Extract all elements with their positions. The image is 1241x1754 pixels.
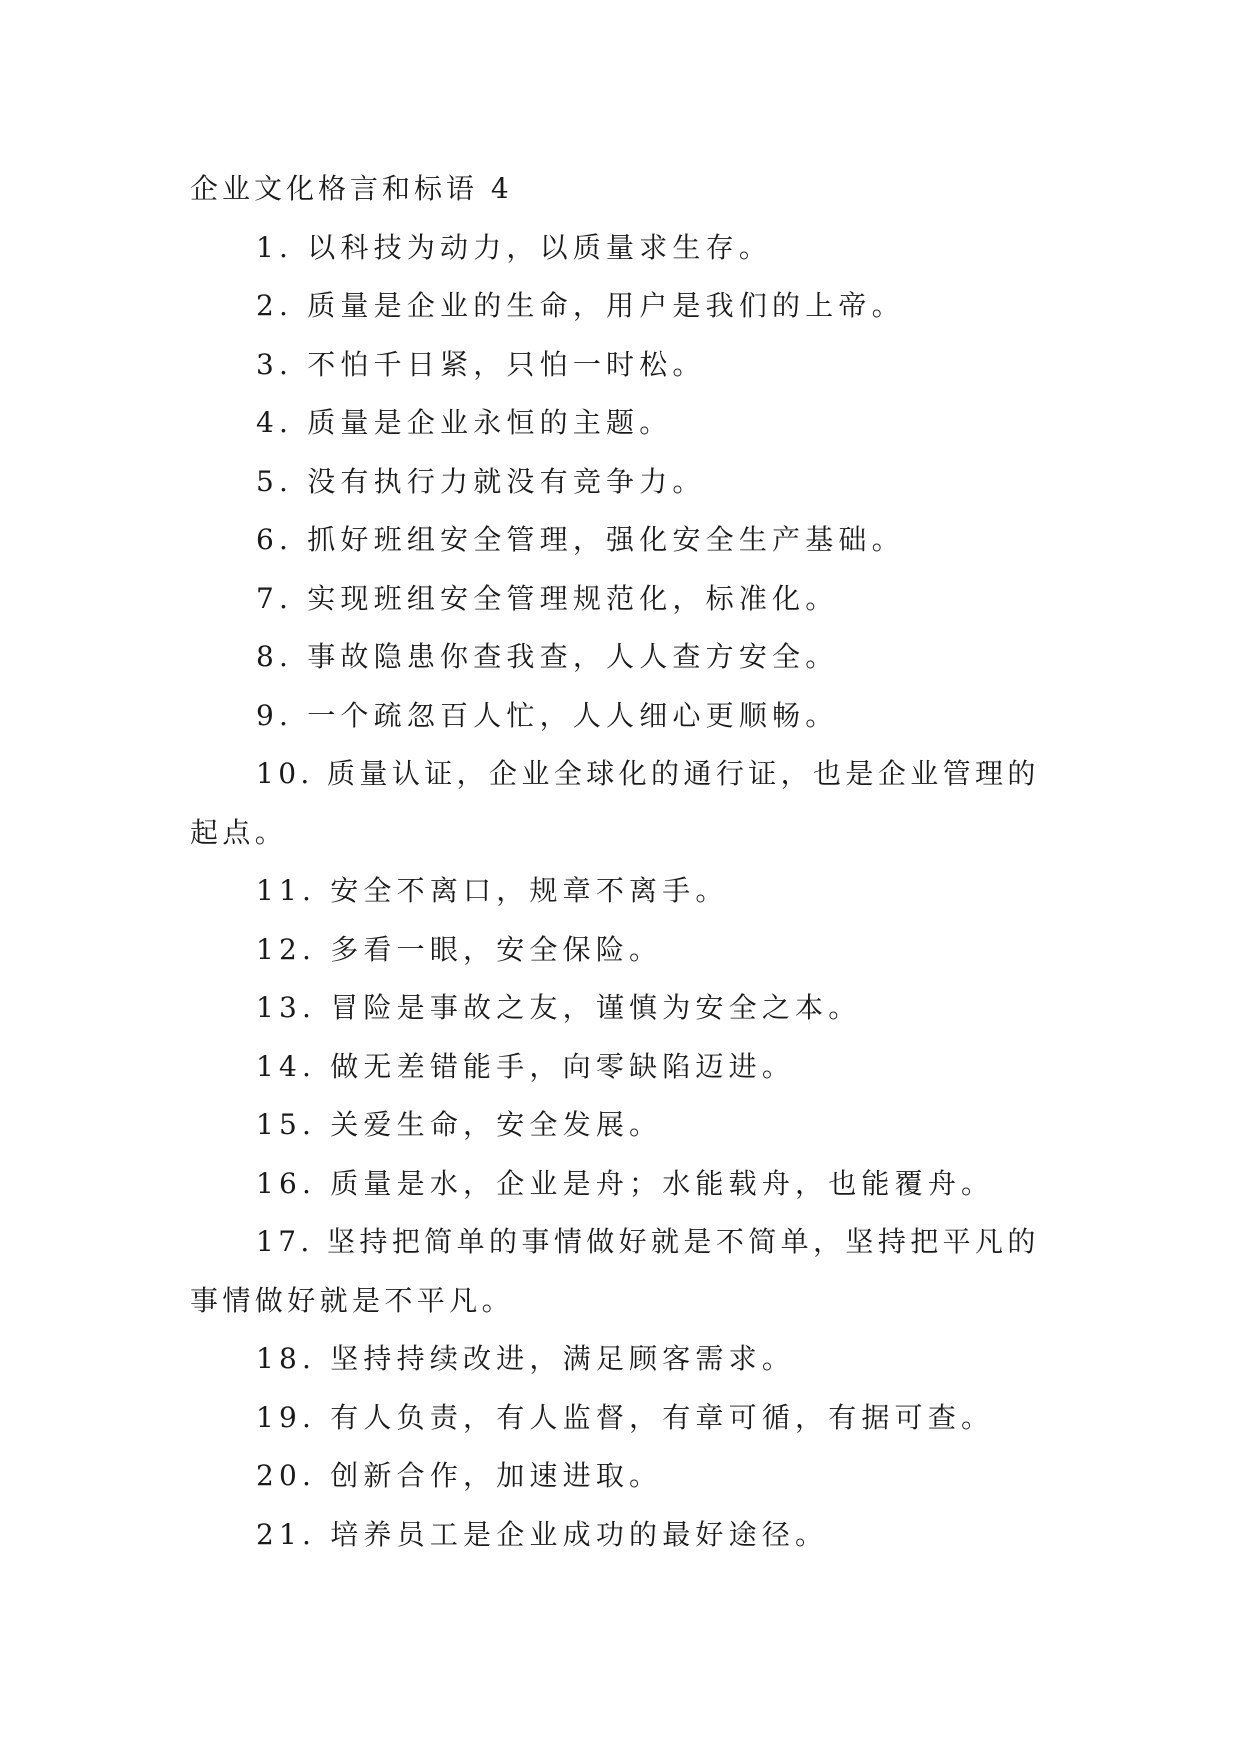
list-item: 5. 没有执行力就没有竞争力。 — [256, 464, 706, 498]
list-item: 12. 多看一眼，安全保险。 — [256, 932, 663, 966]
list-item: 1. 以科技为动力，以质量求生存。 — [256, 230, 773, 264]
document-heading: 企业文化格言和标语 4 — [190, 172, 513, 205]
list-item: 4. 质量是企业永恒的主题。 — [256, 406, 673, 439]
list-item: 3. 不怕千日紧，只怕一时松。 — [256, 347, 706, 381]
list-item: 7. 实现班组安全管理规范化，标准化。 — [256, 581, 839, 615]
list-item: 17. 坚持把简单的事情做好就是不简单，坚持把平凡的事情做好就是不平凡。 — [190, 1225, 1040, 1317]
list-item: 20. 创新合作，加速进取。 — [256, 1459, 663, 1492]
list-item: 18. 坚持持续改进，满足顾客需求。 — [256, 1342, 796, 1375]
list-item: 14. 做无差错能手，向零缺陷迈进。 — [256, 1049, 796, 1083]
list-item: 9. 一个疏忽百人忙，人人细心更顺畅。 — [256, 698, 839, 732]
list-item: 11. 安全不离口，规章不离手。 — [256, 874, 729, 907]
list-item: 13. 冒险是事故之友，谨慎为安全之本。 — [256, 991, 862, 1024]
list-item: 19. 有人负责，有人监督，有章可循，有据可查。 — [256, 1400, 995, 1434]
document-body — [190, 160, 1055, 1564]
list-item: 10. 质量认证，企业全球化的通行证，也是企业管理的起点。 — [190, 757, 1040, 849]
list-item: 21. 培养员工是企业成功的最好途径。 — [256, 1517, 829, 1551]
list-item: 2. 质量是企业的生命，用户是我们的上帝。 — [256, 289, 905, 322]
list-item: 6. 抓好班组安全管理，强化安全生产基础。 — [256, 523, 905, 556]
list-item: 16. 质量是水，企业是舟；水能载舟，也能覆舟。 — [256, 1166, 995, 1200]
list-item: 15. 关爱生命，安全发展。 — [256, 1108, 663, 1141]
list-item: 8. 事故隐患你查我查，人人查方安全。 — [256, 640, 839, 673]
